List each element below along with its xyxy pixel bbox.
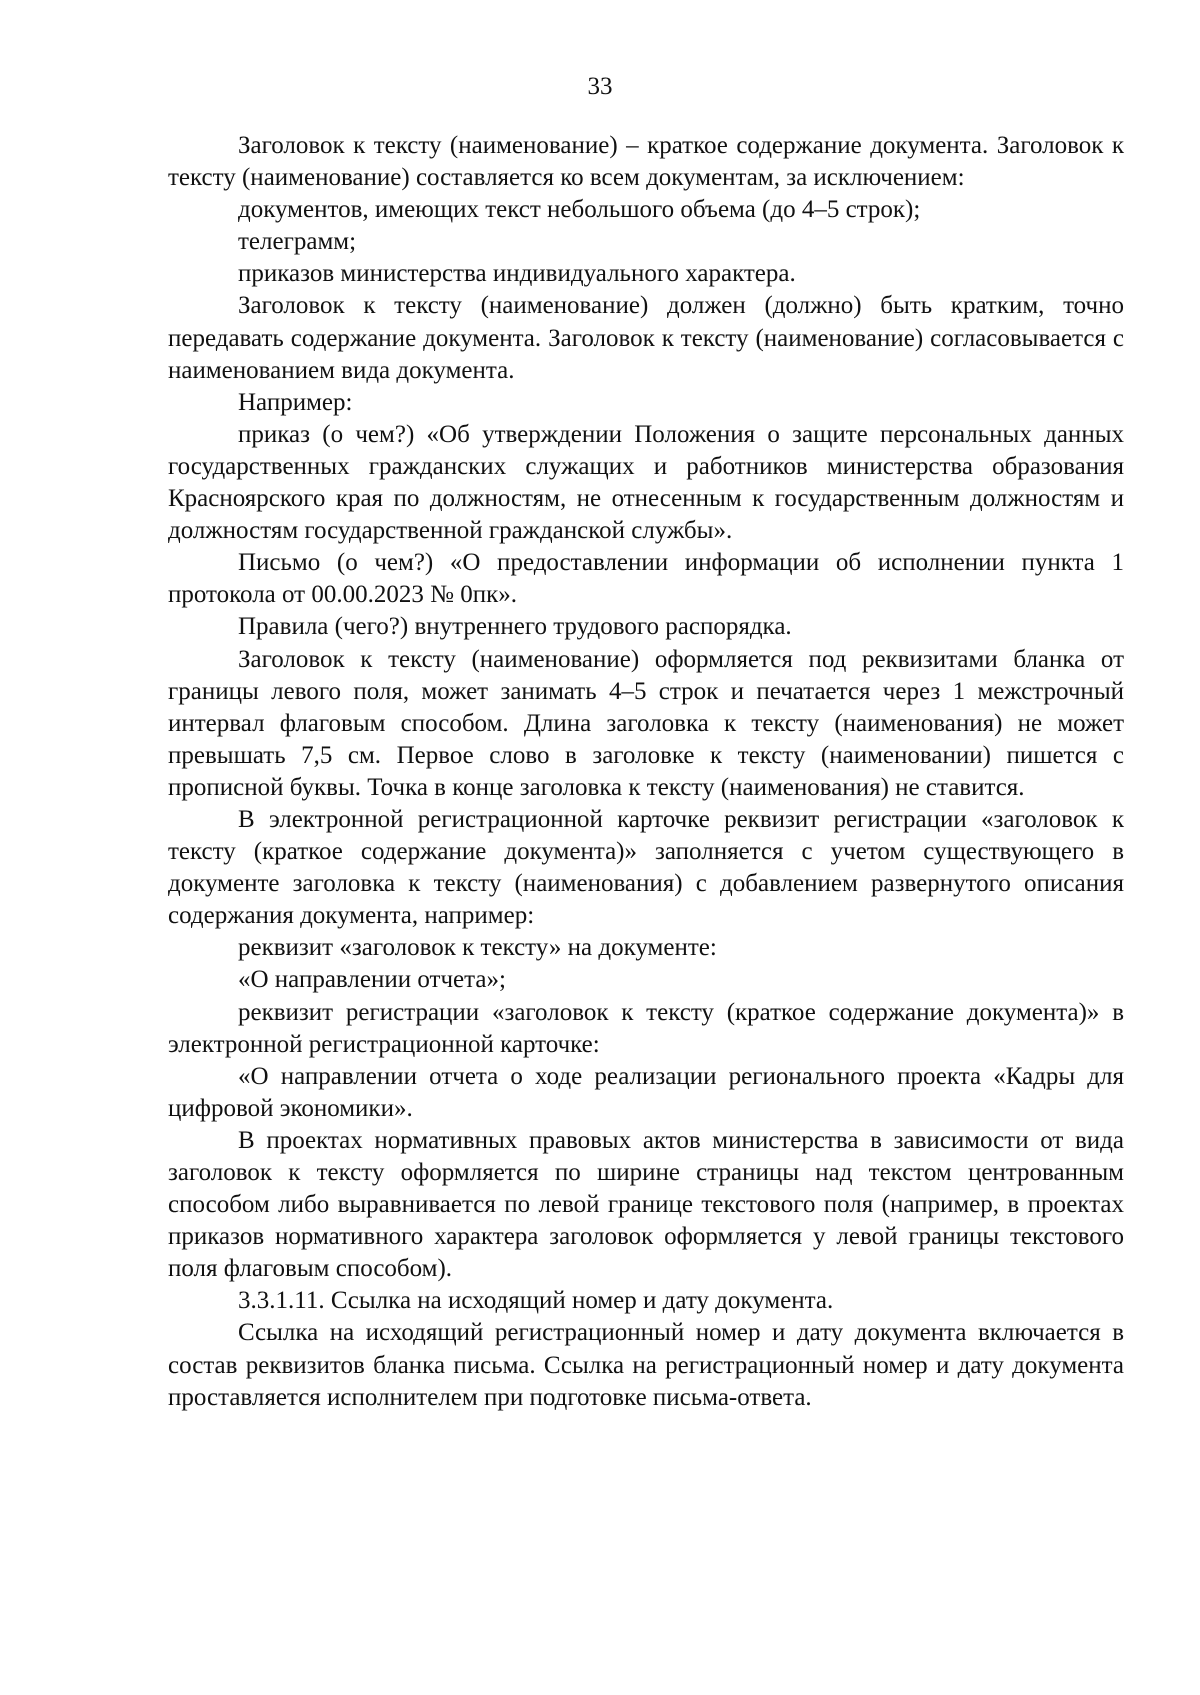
- list-item-orders: приказов министерства индивидуального характера.: [238, 260, 796, 288]
- paragraph-requisite-on-document: реквизит «заголовок к тексту» на документе:: [238, 934, 717, 962]
- section-heading-3-3-1-11: 3.3.1.11. Ссылка на исходящий номер и дату документа.: [238, 1287, 834, 1315]
- paragraph-heading-definition: Заголовок к тексту (наименование) – краткое содержание документа. Заголовок к тексту (наименование) составляется ко всем документам, за исключением:: [168, 132, 1124, 192]
- list-item-telegrams: телеграмм;: [238, 228, 357, 256]
- paragraph-outgoing-reference: Ссылка на исходящий регистрационный номер и дату документа включается в состав реквизитов бланка письма. Ссылка на регистрационный номер и дату документа проставляется исполнителем при подготовке письма-ответа.: [168, 1319, 1124, 1411]
- paragraph-example-order: приказ (о чем?) «Об утверждении Положения о защите персональных данных государственных гражданских служащих и работников министерства образования Красноярского края по должностям, не отнесенным к государственным должностям и должностям государственной гражданской службы».: [168, 420, 1124, 545]
- document-body: [168, 130, 1124, 1414]
- paragraph-example-letter: Письмо (о чем?) «О предоставлении информации об исполнении пункта 1 протокола от 00.00.2023 № 0пк».: [168, 549, 1124, 609]
- paragraph-example-report: «О направлении отчета»;: [238, 966, 506, 994]
- paragraph-registration-card: В электронной регистрационной карточке реквизит регистрации «заголовок к тексту (краткое содержание документа)» заполняется с учетом существующего в документе заголовка к тексту (наименования) с добавлением развернутого описания содержания документа, например:: [168, 805, 1124, 930]
- paragraph-requisite-in-card: реквизит регистрации «заголовок к тексту (краткое содержание документа)» в электронной регистрационной карточке:: [168, 998, 1124, 1058]
- paragraph-heading-formatting: Заголовок к тексту (наименование) оформляется под реквизитами бланка от границы левого поля, может занимать 4–5 строк и печатается через 1 межстрочный интервал флаговым способом. Длина заголовка к тексту (наименования) не может превышать 7,5 см. Первое слово в заголовке к тексту (наименовании) пишется с прописной буквы. Точка в конце заголовка к тексту (наименования) не ставится.: [168, 645, 1124, 801]
- paragraph-example-rules: Правила (чего?) внутреннего трудового распорядка.: [238, 613, 792, 641]
- list-item-short-documents: документов, имеющих текст небольшого объема (до 4–5 строк);: [238, 196, 921, 224]
- paragraph-example-report-full: «О направлении отчета о ходе реализации регионального проекта «Кадры для цифровой экономики».: [168, 1062, 1124, 1122]
- paragraph-heading-requirements: Заголовок к тексту (наименование) должен (должно) быть кратким, точно передавать содержание документа. Заголовок к тексту (наименование) согласовывается с наименованием вида документа.: [168, 292, 1124, 384]
- paragraph-example-label: Например:: [238, 388, 353, 416]
- paragraph-normative-acts: В проектах нормативных правовых актов министерства в зависимости от вида заголовок к тексту оформляется по ширине страницы над текстом центрованным способом либо выравнивается по левой границе текстового поля (например, в проектах приказов нормативного характера заголовок оформляется у левой границы текстового поля флаговым способом).: [168, 1126, 1124, 1283]
- page-number: 33: [587, 73, 613, 100]
